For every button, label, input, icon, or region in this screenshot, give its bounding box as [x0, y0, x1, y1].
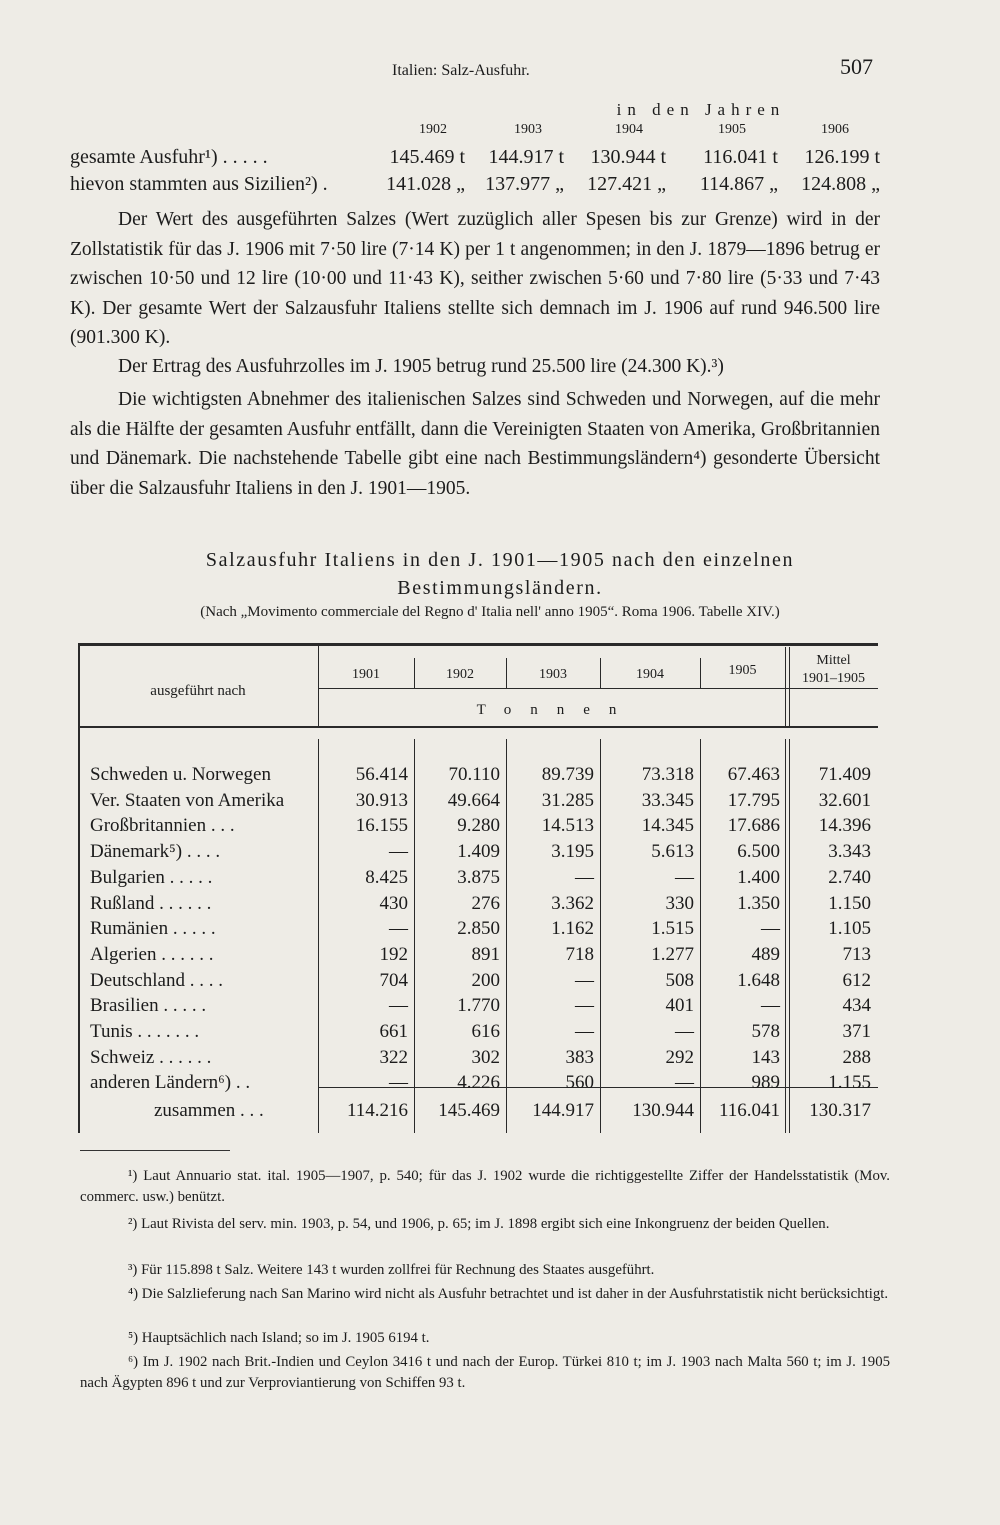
- cell-value: 1.350: [737, 892, 780, 914]
- cell-value: 49.664: [447, 789, 500, 811]
- cell-value: —: [575, 866, 594, 888]
- cell-value: 1.515: [651, 918, 694, 940]
- table-row: [78, 995, 878, 1020]
- year-header: 1903: [514, 122, 542, 137]
- summary-value: 124.808 „: [801, 173, 880, 195]
- table-title-line1: Salzausfuhr Italiens in den J. 1901—1905 nach den einzelnen: [205, 549, 795, 571]
- cell-value: —: [675, 1021, 694, 1042]
- cell-value: 114.216: [346, 1100, 408, 1121]
- cell-value: 143: [751, 1046, 780, 1068]
- cell-value: 8.425: [365, 866, 408, 888]
- stub-header: ausgeführt nach: [150, 683, 246, 699]
- year-header: 1906: [821, 122, 849, 137]
- cell-value: —: [761, 918, 780, 940]
- cell-value: 192: [379, 943, 408, 965]
- row-label: Großbritannien . . .: [90, 815, 235, 837]
- paragraph-value: Der Wert des ausgeführten Salzes (Wert zuzüglich aller Spesen bis zur Grenze) wird in der Zollstatistik für das J. 1906 mit 7·50 lire (7·14 K) per 1 t angenommen; in den J. 1879—1896 betrug er zwischen 10·50 und 12 lire (10·00 und 11·43 K), seither zwischen 5·60 und 7·80 lire (5·33 und 7·43 K). Der gesamte Wert der Salzausfuhr Italiens stellte sich demnach im J. 1906 auf rund 946.500 lire (901.300 K).: [70, 209, 880, 348]
- cell-value: 3.362: [551, 892, 594, 914]
- cell-value: —: [575, 969, 594, 991]
- table-row: [78, 764, 878, 789]
- cell-value: 32.601: [818, 789, 871, 811]
- cell-value: 1.648: [737, 969, 780, 991]
- row-label: Tunis . . . . . . .: [90, 1021, 200, 1042]
- cell-value: 4.226: [457, 1072, 500, 1094]
- column-header-1905: 1905: [728, 663, 757, 678]
- table-row: [78, 790, 878, 815]
- cell-value: 130.944: [632, 1100, 694, 1121]
- cell-value: —: [575, 995, 594, 1017]
- cell-value: 3.195: [551, 841, 594, 863]
- row-label: Ver. Staaten von Amerika: [90, 789, 285, 811]
- cell-value: 1.277: [651, 943, 694, 965]
- column-header-1903: 1903: [539, 667, 567, 682]
- running-title: Italien: Salz-Ausfuhr.: [392, 62, 530, 79]
- header-rule: [318, 688, 878, 689]
- row-label: Schweden u. Norwegen: [90, 764, 271, 785]
- cell-value: 67.463: [727, 764, 780, 785]
- summary-value: 130.944 t: [590, 146, 666, 168]
- running-head: [0, 54, 1000, 86]
- table-title-line2: Bestimmungsländern.: [397, 577, 603, 599]
- cell-value: 56.414: [355, 764, 408, 785]
- row-label: Rußland . . . . . .: [90, 892, 212, 914]
- cell-value: 330: [665, 892, 694, 914]
- cell-value: 1.770: [457, 995, 500, 1017]
- table-source: (Nach „Movimento commerciale del Regno d' Italia nell' anno 1905“. Roma 1906. Tabelle XIV.): [200, 604, 780, 620]
- cell-value: 2.850: [457, 918, 500, 940]
- table-row: [78, 841, 878, 866]
- cell-value: 661: [379, 1021, 408, 1042]
- cell-value: 16.155: [355, 815, 408, 837]
- column-header-1902: 1902: [446, 667, 474, 682]
- table-row: [78, 815, 878, 840]
- cell-value: —: [675, 866, 694, 888]
- cell-value: 718: [565, 943, 594, 965]
- summary-value: 116.041 t: [703, 146, 778, 168]
- cell-value: 14.396: [818, 815, 871, 837]
- cell-value: 9.280: [457, 815, 500, 837]
- cell-value: 116.041: [718, 1100, 780, 1121]
- cell-value: 292: [665, 1046, 694, 1068]
- row-label: Rumänien . . . . .: [90, 918, 216, 940]
- cell-value: —: [675, 1072, 694, 1094]
- column-header-1904: 1904: [636, 667, 664, 682]
- cell-value: 130.317: [809, 1100, 871, 1121]
- cell-value: 1.400: [737, 866, 780, 888]
- cell-value: —: [761, 995, 780, 1017]
- table-row: [78, 1047, 878, 1072]
- year-header: 1905: [718, 122, 746, 137]
- cell-value: 302: [471, 1046, 500, 1068]
- row-label: zusammen . . .: [154, 1100, 264, 1121]
- cell-value: 1.150: [828, 892, 871, 914]
- footnote-2: ²) Laut Rivista del serv. min. 1903, p. 54, und 1906, p. 65; im J. 1898 ergibt sich eine Inkongruenz der beiden Quellen.: [128, 1216, 830, 1232]
- cell-value: 489: [751, 943, 780, 965]
- summary-value: 137.977 „: [485, 173, 564, 195]
- cell-value: 578: [751, 1021, 780, 1042]
- cell-value: 612: [842, 969, 871, 991]
- cell-value: —: [389, 1072, 408, 1094]
- cell-value: 560: [565, 1072, 594, 1094]
- table-row: [78, 970, 878, 995]
- row-label: Deutschland . . . .: [90, 969, 223, 991]
- cell-value: —: [389, 918, 408, 940]
- footnote-6: ⁶) Im J. 1902 nach Brit.-Indien und Ceylon 3416 t und nach der Europ. Türkei 810 t; im J. 1903 nach Malta 560 t; im J. 1905 nach Ägypten 896 t und zur Verproviantierung von Schiffen 93 t.: [80, 1354, 890, 1391]
- summary-value: 114.867 „: [699, 173, 778, 195]
- cell-value: 200: [471, 969, 500, 991]
- row-label: Schweiz . . . . . .: [90, 1046, 212, 1068]
- paragraph-duty: Der Ertrag des Ausfuhrzolles im J. 1905 betrug rund 25.500 lire (24.300 K).³): [118, 356, 724, 377]
- column-header-mean-period: 1901–1905: [802, 671, 865, 686]
- table-top-rule: [78, 643, 878, 646]
- cell-value: 989: [751, 1072, 780, 1094]
- cell-value: 1.162: [551, 918, 594, 940]
- cell-value: 2.740: [828, 866, 871, 888]
- cell-value: 288: [842, 1046, 871, 1068]
- cell-value: 1.155: [828, 1072, 871, 1094]
- years-caption: in den Jahren: [616, 100, 786, 119]
- footnote-5: ⁵) Hauptsächlich nach Island; so im J. 1905 6194 t.: [128, 1330, 430, 1346]
- cell-value: 1.105: [828, 918, 871, 940]
- summary-value: 141.028 „: [386, 173, 465, 195]
- summary-row-total: [70, 146, 880, 174]
- row-label: Dänemark⁵) . . . .: [90, 841, 221, 863]
- footnote-rule: [80, 1150, 230, 1151]
- cell-value: 401: [665, 995, 694, 1017]
- row-label: Brasilien . . . . .: [90, 995, 207, 1017]
- year-header: 1902: [419, 122, 447, 137]
- cell-value: 276: [471, 892, 500, 914]
- cell-value: 3.875: [457, 866, 500, 888]
- cell-value: —: [389, 841, 408, 863]
- table-row: [78, 867, 878, 892]
- cell-value: 71.409: [818, 764, 871, 785]
- cell-value: 371: [842, 1021, 871, 1042]
- table-row: [78, 1021, 878, 1046]
- unit-header: Tonnen: [476, 702, 636, 718]
- cell-value: 17.686: [727, 815, 780, 837]
- paragraph-buyers: Die wichtigsten Abnehmer des italienischen Salzes sind Schweden und Norwegen, auf die mehr als die Hälfte der gesamten Ausfuhr entfällt, dann die Vereinigten Staaten von Amerika, Großbritannien und Dänemark. Die nachstehende Tabelle gibt eine nach Bestimmungsländern⁴) gesonderte Übersicht über die Salzausfuhr Italiens in den J. 1901—1905.: [70, 389, 880, 499]
- summary-label: gesamte Ausfuhr¹) . . . . .: [70, 146, 268, 168]
- cell-value: 6.500: [737, 841, 780, 863]
- year-header: 1904: [615, 122, 643, 137]
- cell-value: 508: [665, 969, 694, 991]
- column-header-mean: Mittel: [816, 653, 851, 668]
- cell-value: 33.345: [641, 789, 694, 811]
- cell-value: 89.739: [541, 764, 594, 785]
- cell-value: —: [389, 995, 408, 1017]
- page-number: 507: [840, 54, 873, 79]
- cell-value: 31.285: [541, 789, 594, 811]
- table-row: [78, 944, 878, 969]
- cell-value: 73.318: [641, 764, 694, 785]
- cell-value: 17.795: [727, 789, 780, 811]
- cell-value: 70.110: [448, 764, 500, 785]
- cell-value: 145.469: [438, 1100, 500, 1121]
- cell-value: 5.613: [651, 841, 694, 863]
- cell-value: 434: [842, 995, 871, 1017]
- footnote-3: ³) Für 115.898 t Salz. Weitere 143 t wurden zollfrei für Rechnung des Staates ausgeführt.: [128, 1262, 655, 1278]
- row-label: anderen Ländern⁶) . .: [90, 1072, 251, 1094]
- summary-value: 127.421 „: [587, 173, 666, 195]
- table-row: [78, 918, 878, 943]
- summary-row-sicily: [70, 173, 880, 201]
- cell-value: 144.917: [532, 1100, 594, 1121]
- summary-label: hievon stammten aus Sizilien²) .: [70, 173, 328, 195]
- cell-value: 430: [379, 892, 408, 914]
- footnote-1: ¹) Laut Annuario stat. ital. 1905—1907, p. 540; für das J. 1902 wurde die richtiggestellte Ziffer der Handelsstatistik (Mov. commerc. usw.) benützt.: [80, 1168, 890, 1205]
- cell-value: 322: [379, 1046, 408, 1068]
- footnote-4: ⁴) Die Salzlieferung nach San Marino wird nicht als Ausfuhr betrachtet und ist daher in der Ausfuhrstatistik nicht berücksichtigt.: [128, 1286, 889, 1302]
- row-label: Bulgarien . . . . .: [90, 866, 213, 888]
- summary-value: 126.199 t: [804, 146, 880, 168]
- cell-value: 14.345: [641, 815, 694, 837]
- cell-value: —: [575, 1021, 594, 1042]
- row-label: Algerien . . . . . .: [90, 943, 214, 965]
- table-row: [78, 893, 878, 918]
- cell-value: 713: [842, 943, 871, 965]
- cell-value: 14.513: [541, 815, 594, 837]
- cell-value: 383: [565, 1046, 594, 1068]
- summary-value: 144.917 t: [488, 146, 564, 168]
- summary-value: 145.469 t: [389, 146, 465, 168]
- cell-value: 704: [379, 969, 408, 991]
- header-bottom-rule: [78, 726, 878, 728]
- cell-value: 1.409: [457, 841, 500, 863]
- cell-value: 3.343: [828, 841, 871, 863]
- salt-export-table: [78, 643, 878, 1133]
- column-header-1901: 1901: [352, 667, 380, 682]
- cell-value: 891: [471, 943, 500, 965]
- cell-value: 30.913: [355, 789, 408, 811]
- table-row: [78, 1072, 878, 1097]
- table-row-total: [78, 1100, 878, 1125]
- years-row: [70, 122, 880, 142]
- cell-value: 616: [471, 1021, 500, 1042]
